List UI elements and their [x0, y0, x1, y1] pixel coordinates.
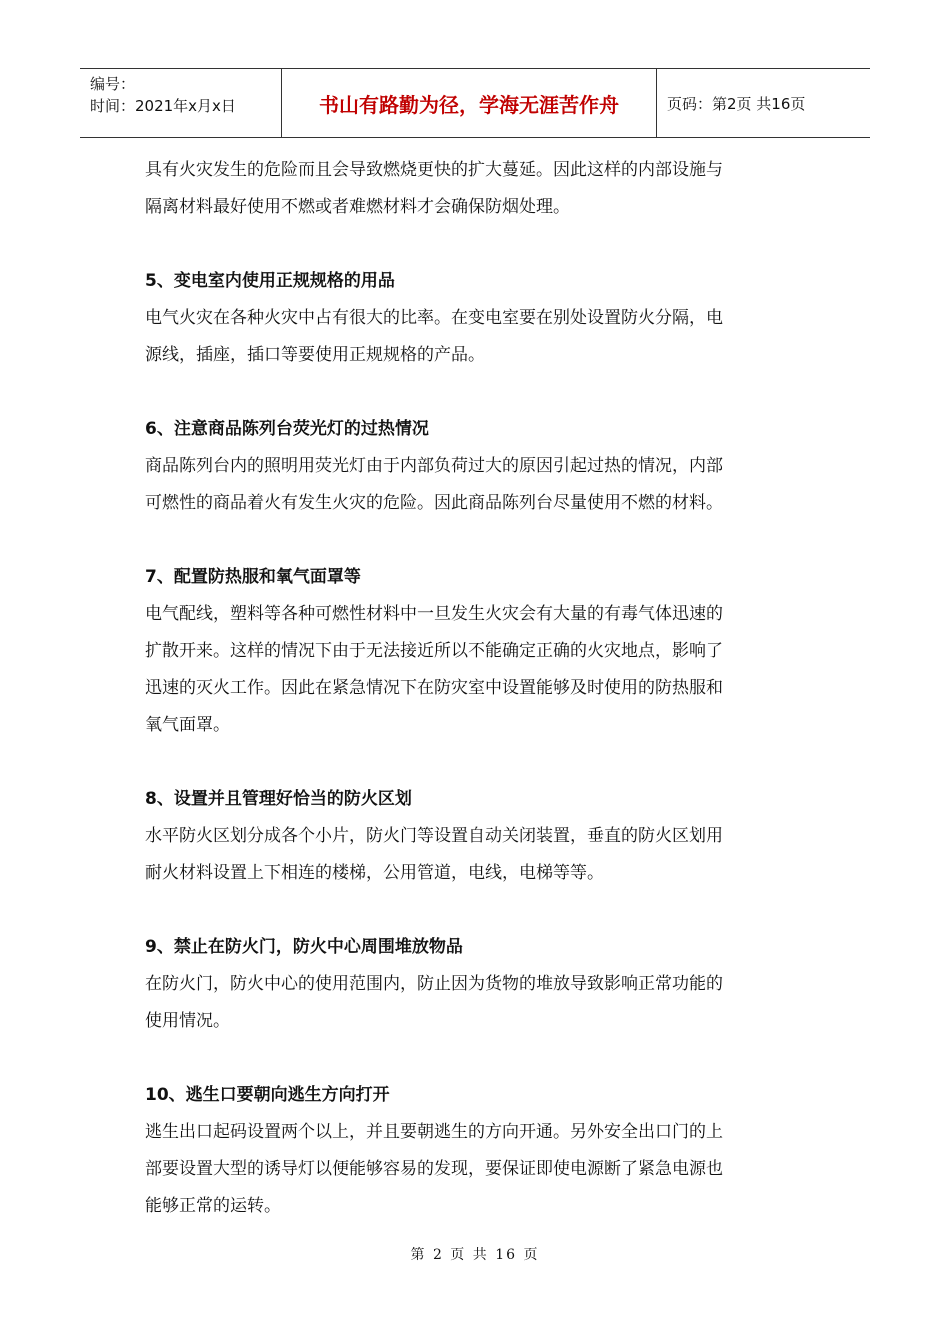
- paragraph-line: 水平防火区划分成各个小片，防火门等设置自动关闭装置，垂直的防火区划用: [145, 826, 723, 846]
- section-6: [145, 411, 805, 522]
- section-title: 10、逃生口要朝向逃生方向打开: [145, 1085, 390, 1105]
- paragraph-line: 商品陈列台内的照明用荧光灯由于内部负荷过大的原因引起过热的情况，内部: [145, 456, 723, 476]
- section-title: 8、设置并且管理好恰当的防火区划: [145, 789, 412, 809]
- section-title: 5、变电室内使用正规规格的用品: [145, 271, 395, 291]
- paragraph-line: 隔离材料最好使用不燃或者难燃材料才会确保防烟处理。: [145, 197, 570, 217]
- paragraph-line: 电气火灾在各种火灾中占有很大的比率。在变电室要在别处设置防火分隔，电: [145, 308, 723, 328]
- paragraph-line: 在防火门，防火中心的使用范围内，防止因为货物的堆放导致影响正常功能的: [145, 974, 723, 994]
- section-10: [145, 1077, 805, 1225]
- paragraph-line: 扩散开来。这样的情况下由于无法接近所以不能确定正确的火灾地点，影响了: [145, 641, 723, 661]
- paragraph-line: 使用情况。: [145, 1011, 230, 1031]
- paragraph-line: 耐火材料设置上下相连的楼梯，公用管道，电线，电梯等等。: [145, 863, 604, 883]
- paragraph-line: 电气配线，塑料等各种可燃性材料中一旦发生火灾会有大量的有毒气体迅速的: [145, 604, 723, 624]
- doc-number-label: 编号：: [90, 75, 136, 93]
- section-title: 7、配置防热服和氧气面罩等: [145, 567, 361, 587]
- paragraph-line: 逃生出口起码设置两个以上，并且要朝逃生的方向开通。另外安全出口门的上: [145, 1122, 723, 1142]
- section-9: [145, 929, 805, 1040]
- doc-time-label: 时间：2021年x月x日: [90, 97, 236, 115]
- paragraph-line: 能够正常的运转。: [145, 1196, 281, 1216]
- section-8: [145, 781, 805, 892]
- paragraph-line: 迅速的灭火工作。因此在紧急情况下在防灾室中设置能够及时使用的防热服和: [145, 678, 723, 698]
- paragraph-line: 氧气面罩。: [145, 715, 230, 735]
- section-5: [145, 263, 805, 374]
- header-page-info: 页码：第2页 共16页: [667, 94, 806, 113]
- paragraph-line: 具有火灾发生的危险而且会导致燃烧更快的扩大蔓延。因此这样的内部设施与: [145, 160, 723, 180]
- header-motto: 书山有路勤为径，学海无涯苦作舟: [282, 69, 657, 137]
- section-title: 6、注意商品陈列台荧光灯的过热情况: [145, 419, 429, 439]
- document-body: [145, 152, 805, 1225]
- section-7: [145, 559, 805, 744]
- page-footer: 第 2 页 共 16 页: [410, 1247, 540, 1263]
- intro-paragraph: [145, 152, 805, 226]
- header-meta: [80, 69, 282, 137]
- section-title: 9、禁止在防火门，防火中心周围堆放物品: [145, 937, 463, 957]
- page-header: [80, 68, 870, 138]
- paragraph-line: 部要设置大型的诱导灯以便能够容易的发现，要保证即使电源断了紧急电源也: [145, 1159, 723, 1179]
- paragraph-line: 可燃性的商品着火有发生火灾的危险。因此商品陈列台尽量使用不燃的材料。: [145, 493, 723, 513]
- paragraph-line: 源线，插座，插口等要使用正规规格的产品。: [145, 345, 485, 365]
